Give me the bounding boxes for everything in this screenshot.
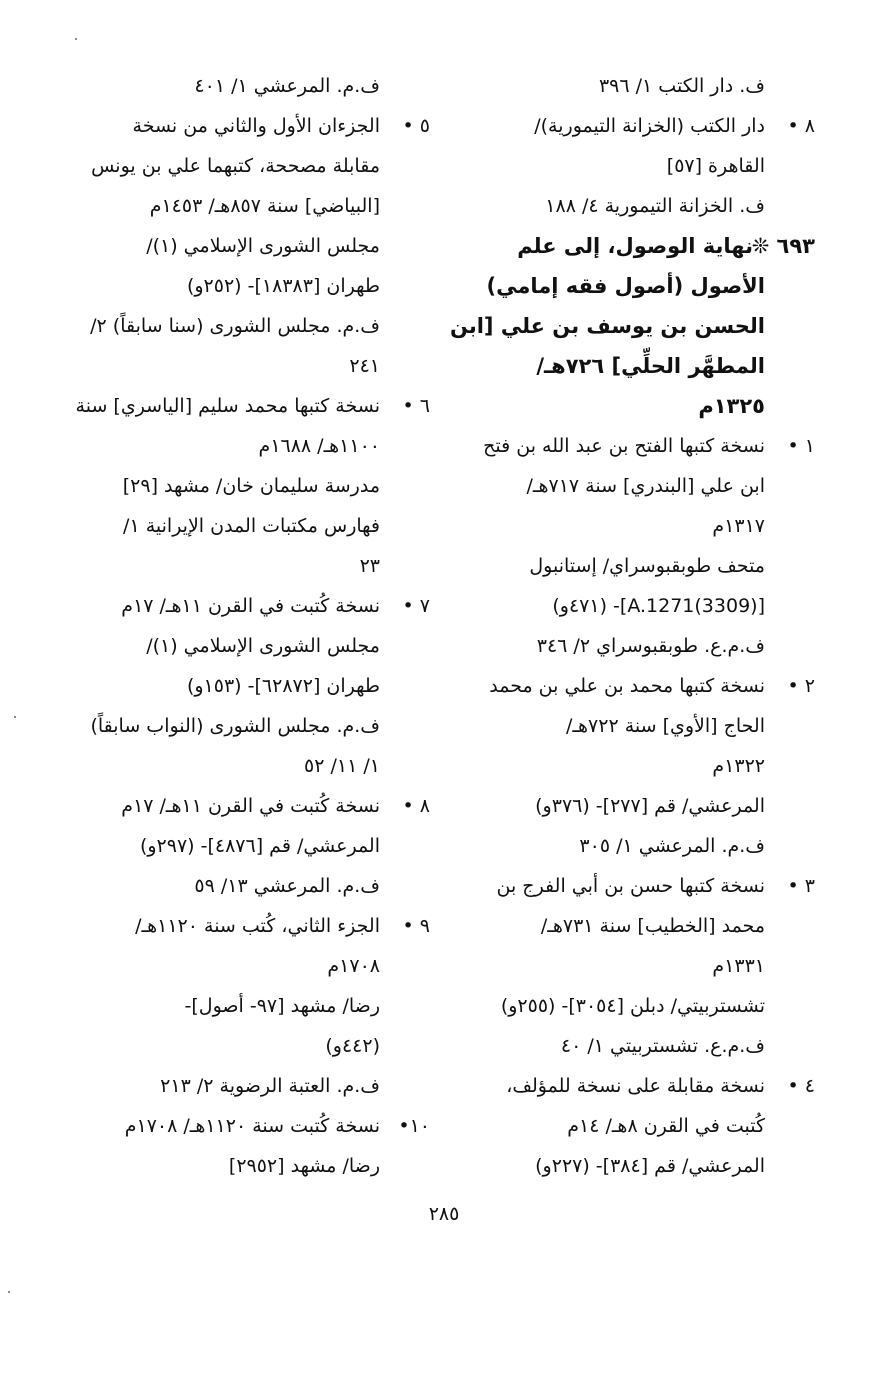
text-line — [455, 746, 815, 786]
line-text: محمد [الخطيب] سنة ٧٣١هـ/ — [540, 915, 765, 937]
text-line — [80, 666, 430, 706]
text-line — [80, 1106, 430, 1146]
text-line — [455, 346, 815, 386]
text-line — [80, 466, 430, 506]
line-text: مجلس الشورى الإسلامي (١)/ — [146, 635, 380, 657]
text-line — [80, 306, 430, 346]
item-number: ٧ • — [402, 595, 430, 617]
page-number: ٢٨٥ — [428, 1203, 460, 1225]
text-line — [455, 266, 815, 306]
scan-speck — [75, 38, 77, 40]
text-line — [80, 706, 430, 746]
text-line — [455, 106, 815, 146]
line-text: مجلس الشورى الإسلامي (١)/ — [146, 235, 380, 257]
line-text: المرعشي/ قم [٣٨٤]- (٢٢٧و) — [535, 1155, 765, 1177]
line-text: [البياضي] سنة ٨٥٧هـ/ ١٤٥٣م — [149, 195, 380, 217]
line-text: تشستربيتي/ دبلن [٣٠٥٤]- (٢٥٥و) — [500, 995, 765, 1017]
line-text: ف.م. المرعشي ١٣/ ٥٩ — [194, 875, 380, 897]
line-text: نسخة كتبها حسن بن أبي الفرج بن — [496, 875, 765, 897]
line-text: طهران [٦٢٨٧٢]- (١٥٣و) — [186, 675, 380, 697]
line-text: ف. الخزانة التيمورية ٤/ ١٨٨ — [545, 195, 765, 217]
text-line — [80, 826, 430, 866]
item-number: ٨ • — [402, 795, 430, 817]
line-text: الحاج [الأوي] سنة ٧٢٢هـ/ — [566, 715, 765, 737]
text-line — [455, 1026, 815, 1066]
entry-number: ٦٩٣ ❊ — [751, 234, 815, 258]
text-line — [80, 1066, 430, 1106]
item-number: ٨ • — [787, 115, 815, 137]
text-line — [80, 266, 430, 306]
text-line — [80, 106, 430, 146]
text-line — [80, 506, 430, 546]
item-number: ٤ • — [787, 1075, 815, 1097]
line-text: ف.م.ع. طوبقبوسراي ٢/ ٣٤٦ — [536, 635, 765, 657]
line-text: فهارس مكتبات المدن الإيرانية ١/ — [123, 515, 380, 537]
text-line — [455, 386, 815, 426]
line-text: ف. دار الكتب ١/ ٣٩٦ — [598, 75, 765, 97]
text-line — [455, 66, 815, 106]
line-text: ١٧٠٨م — [327, 955, 380, 977]
entry-heading-text: المطهَّر الحلِّي] ٧٢٦هـ/ — [536, 354, 765, 378]
text-line — [455, 626, 815, 666]
text-line — [455, 506, 815, 546]
text-line — [80, 186, 430, 226]
text-line — [455, 1106, 815, 1146]
item-number: ٢ • — [787, 675, 815, 697]
line-text: ابن علي [البندري] سنة ٧١٧هـ/ — [526, 475, 765, 497]
text-line — [75, 386, 430, 426]
text-line — [80, 66, 430, 106]
text-line — [455, 466, 815, 506]
line-text: المرعشي/ قم [٢٧٧]- (٣٧٦و) — [535, 795, 765, 817]
line-text: رضا/ مشهد [٩٧- أصول]- — [184, 995, 380, 1017]
line-text: طهران [١٨٣٨٣]- (٢٥٢و) — [186, 275, 380, 297]
text-line — [80, 746, 430, 786]
line-text: ف.م. المرعشي ١/ ٣٠٥ — [579, 835, 765, 857]
text-line — [455, 1066, 815, 1106]
text-line — [80, 426, 430, 466]
text-line — [80, 346, 430, 386]
entry-heading-text: ١٣٢٥م — [698, 394, 765, 418]
line-text: (٤٤٢و) — [325, 1035, 380, 1057]
text-line — [80, 986, 430, 1026]
text-line — [455, 906, 815, 946]
item-number: ٦ • — [402, 395, 430, 417]
text-line — [80, 546, 430, 586]
entry-heading-text: نهاية الوصول، إلى علم — [517, 234, 753, 258]
item-number: ٥ • — [402, 115, 430, 137]
text-line — [80, 866, 430, 906]
line-text: المرعشي/ قم [٤٨٧٦]- (٢٩٧و) — [139, 835, 380, 857]
text-line — [455, 226, 815, 266]
left-column — [75, 66, 430, 1186]
text-line — [455, 1146, 815, 1186]
line-text: نسخة كُتبت في القرن ١١هـ/ ١٧م — [121, 795, 380, 817]
line-text: القاهرة [٥٧] — [666, 155, 765, 177]
line-text: نسخة كتبها الفتح بن عبد الله بن فتح — [483, 435, 765, 457]
text-line — [455, 586, 815, 626]
line-text: ف.م. مجلس الشورى (النواب سابقاً) — [90, 715, 380, 737]
entry-heading-text: الحسن بن يوسف بن علي [ابن — [449, 314, 765, 338]
line-text: نسخة كتبها محمد بن علي بن محمد — [489, 675, 765, 697]
text-line — [455, 986, 815, 1026]
line-text: مقابلة مصححة، كتبهما علي بن يونس — [91, 155, 380, 177]
item-number: ١٠• — [398, 1115, 430, 1137]
line-text: متحف طوبقبوسراي/ إستانبول — [529, 555, 765, 577]
line-text: نسخة مقابلة على نسخة للمؤلف، — [506, 1075, 765, 1097]
text-line — [449, 306, 815, 346]
text-line — [455, 426, 815, 466]
item-number: ٩ • — [402, 915, 430, 937]
scan-speck — [8, 1291, 10, 1293]
line-text: ف.م. مجلس الشورى (سنا سابقاً) ٢/ — [90, 315, 380, 337]
line-text: ف.م. المرعشي ١/ ٤٠١ — [194, 75, 380, 97]
line-text: نسخة كُتبت في القرن ١١هـ/ ١٧م — [121, 595, 380, 617]
text-line — [455, 866, 815, 906]
line-text: رضا/ مشهد [٢٩٥٢] — [228, 1155, 380, 1177]
line-text: الجزء الثاني، كُتب سنة ١١٢٠هـ/ — [135, 915, 380, 937]
text-line — [80, 226, 430, 266]
text-line — [80, 626, 430, 666]
text-line — [455, 786, 815, 826]
line-text: [A.1271(3309)]- (٤٧١و) — [552, 595, 765, 617]
line-text: ف.م. العتبة الرضوية ٢/ ٢١٣ — [160, 1075, 380, 1097]
line-text: كُتبت في القرن ٨هـ/ ١٤م — [567, 1115, 765, 1137]
text-line — [455, 146, 815, 186]
item-number: ١ • — [787, 435, 815, 457]
line-text: نسخة كُتبت سنة ١١٢٠هـ/ ١٧٠٨م — [124, 1115, 380, 1137]
line-text: ١/ ١١/ ٥٢ — [304, 755, 380, 777]
line-text: ٢٤١ — [349, 355, 380, 377]
line-text: ١٣١٧م — [712, 515, 765, 537]
line-text: دار الكتب (الخزانة التيمورية)/ — [534, 115, 765, 137]
line-text: الجزءان الأول والثاني من نسخة — [132, 115, 380, 137]
line-text: مدرسة سليمان خان/ مشهد [٢٩] — [122, 475, 380, 497]
text-line — [80, 146, 430, 186]
text-line — [455, 546, 815, 586]
text-line — [80, 1026, 430, 1066]
text-line — [80, 906, 430, 946]
line-text: ١١٠٠هـ/ ١٦٨٨م — [258, 435, 380, 457]
line-text: نسخة كتبها محمد سليم [الياسري] سنة — [75, 395, 380, 417]
right-column — [449, 66, 815, 1186]
text-line — [455, 706, 815, 746]
line-text: ٢٣ — [359, 555, 380, 577]
text-line — [455, 186, 815, 226]
line-text: ١٣٢٢م — [712, 755, 765, 777]
text-line — [80, 946, 430, 986]
item-number: ٣ • — [787, 875, 815, 897]
scan-speck — [14, 716, 16, 718]
text-line — [455, 946, 815, 986]
text-line — [80, 1146, 430, 1186]
text-line — [455, 666, 815, 706]
entry-heading-text: الأصول (أصول فقه إمامي) — [486, 274, 765, 298]
text-line — [455, 826, 815, 866]
line-text: ١٣٣١م — [712, 955, 765, 977]
text-line — [80, 586, 430, 626]
text-line — [80, 786, 430, 826]
line-text: ف.م.ع. تشستربيتي ١/ ٤٠ — [560, 1035, 765, 1057]
